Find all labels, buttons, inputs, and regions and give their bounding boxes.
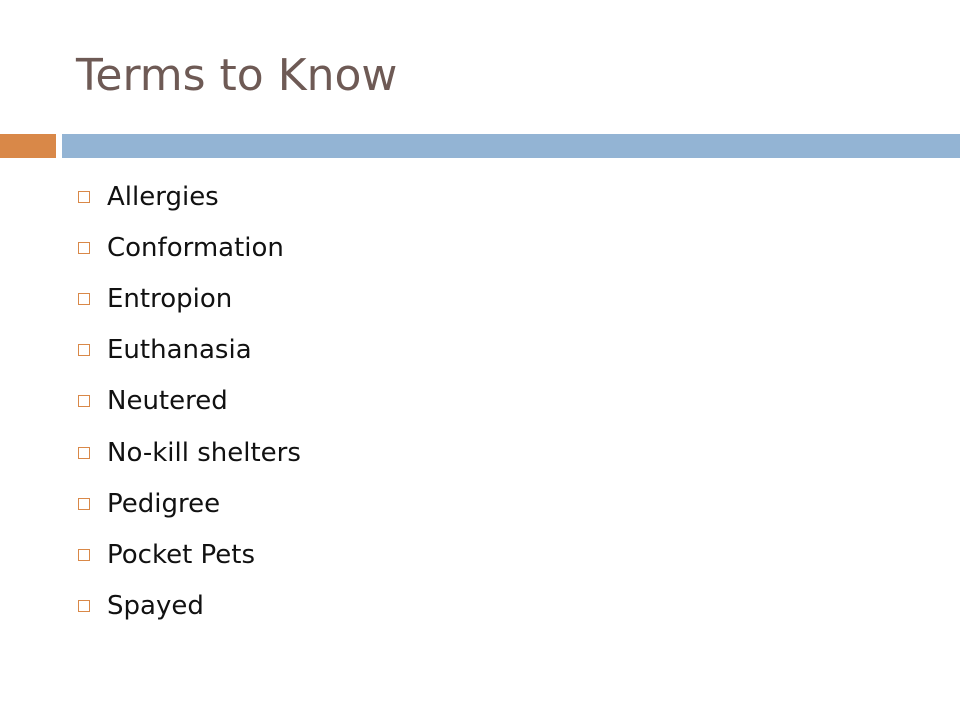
list-item [76,581,301,632]
term-label: No-kill shelters [107,437,301,468]
list-item [76,171,301,222]
list-item [76,529,301,580]
title-divider-bar [62,134,960,158]
list-item [76,478,301,529]
terms-list [76,171,301,632]
list-item [76,325,301,376]
accent-bar [0,134,56,158]
term-label: Pedigree [107,488,221,519]
term-label: Euthanasia [107,335,252,366]
slide-title: Terms to Know [76,50,398,101]
term-label: Pocket Pets [107,539,256,570]
list-item [76,427,301,478]
term-label: Conformation [107,232,284,263]
list-item [76,376,301,427]
list-item [76,273,301,324]
square-bullet-icon [78,600,90,612]
square-bullet-icon [78,395,90,407]
square-bullet-icon [78,242,90,254]
term-label: Spayed [107,591,204,622]
term-label: Neutered [107,386,228,417]
square-bullet-icon [78,344,90,356]
square-bullet-icon [78,447,90,459]
square-bullet-icon [78,549,90,561]
square-bullet-icon [78,191,90,203]
term-label: Entropion [107,283,233,314]
list-item [76,222,301,273]
term-label: Allergies [107,181,219,212]
square-bullet-icon [78,498,90,510]
square-bullet-icon [78,293,90,305]
